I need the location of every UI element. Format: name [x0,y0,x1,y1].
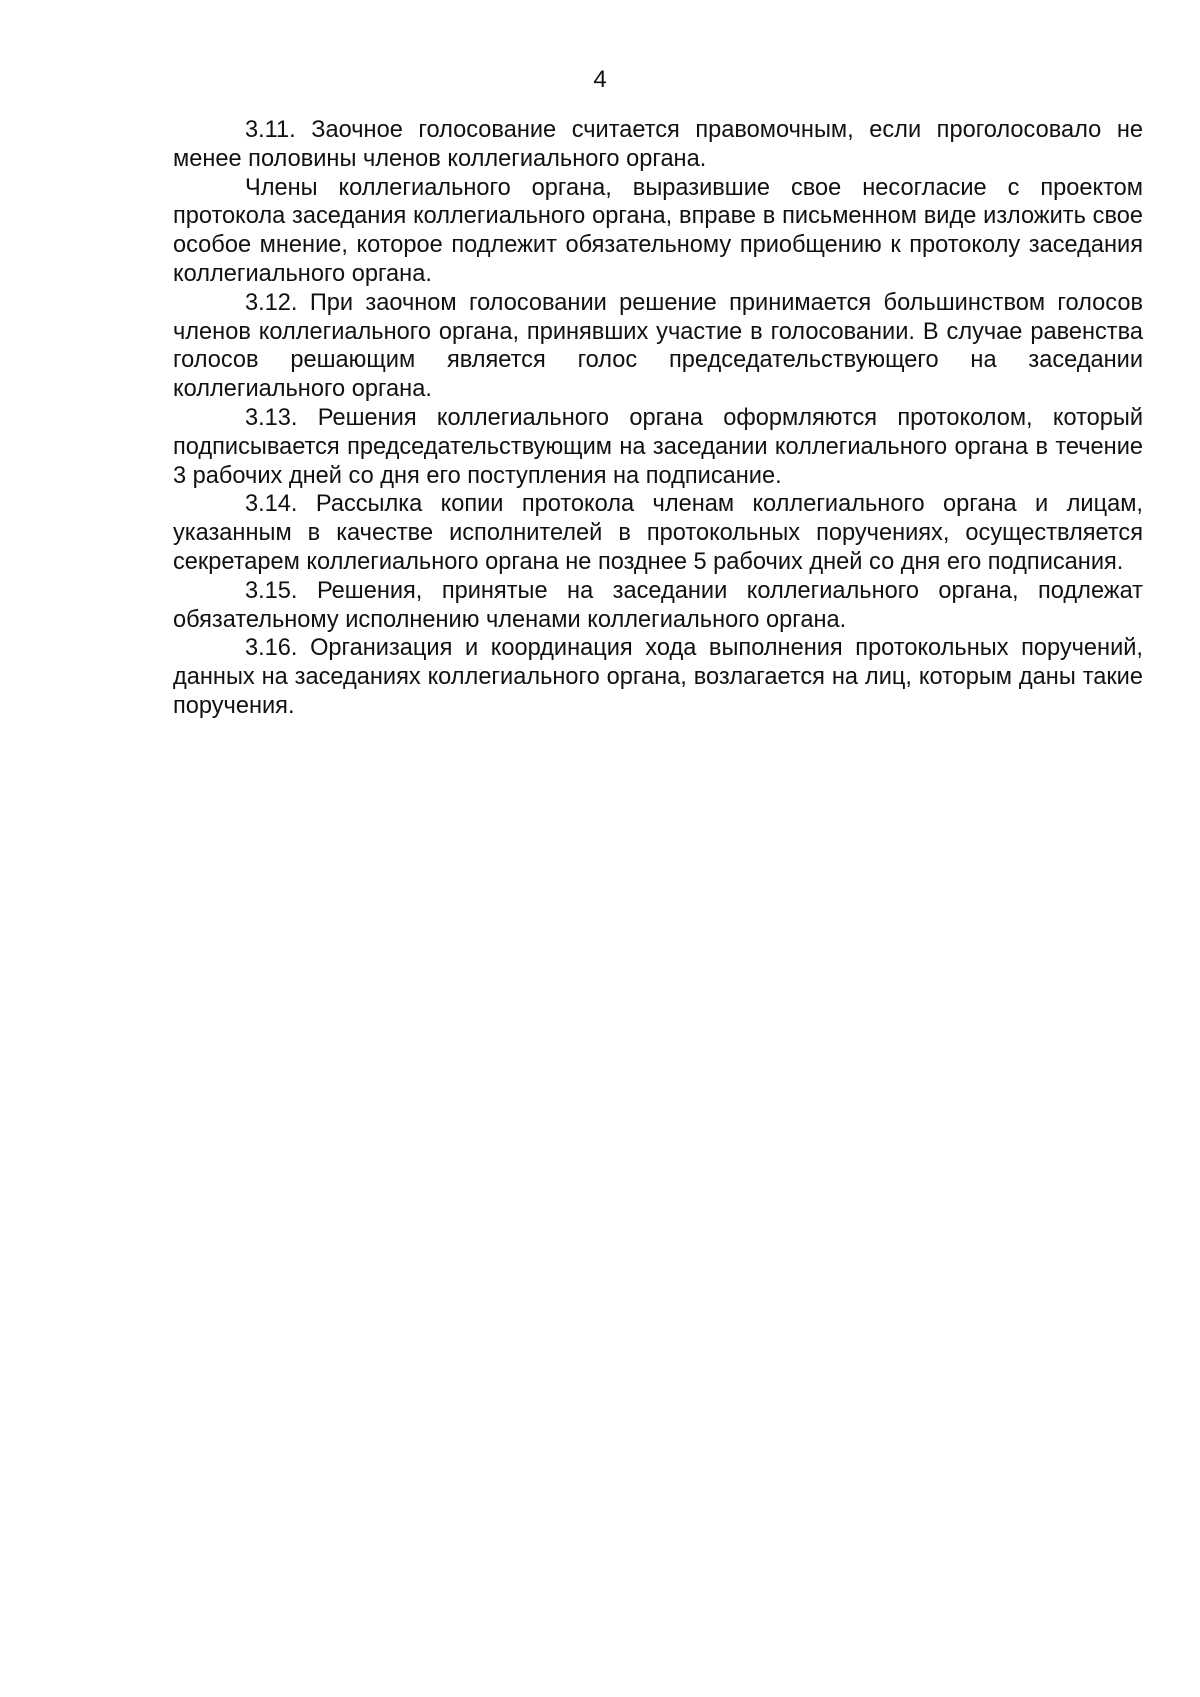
paragraph-3-11-dissent: Члены коллегиального органа, выразившие свое несогласие с проектом протокола заседания коллегиального органа, вправе в письменном виде изложить свое особое мнение, которое подлежит обязательному приобщению к протоколу заседания коллегиального органа. [173,174,1143,287]
paragraph-3-14: 3.14. Рассылка копии протокола членам коллегиального органа и лицам, указанным в качестве исполнителей в протокольных поручениях, осуществляется секретарем коллегиального органа не позднее 5 рабочих дней со дня его подписания. [173,491,1143,575]
paragraph-3-11: 3.11. Заочное голосование считается правомочным, если проголосовало не менее половины членов коллегиального органа. [173,117,1143,172]
paragraph-3-16: 3.16. Организация и координация хода выполнения протокольных поручений, данных на заседаниях коллегиального органа, возлагается на лиц, которым даны такие поручения. [173,635,1143,719]
page-number: 4 [593,66,607,93]
paragraph-3-15: 3.15. Решения, принятые на заседании коллегиального органа, подлежат обязательному исполнению членами коллегиального органа. [173,577,1143,633]
paragraph-3-13: 3.13. Решения коллегиального органа оформляются протоколом, который подписывается председательствующим на заседании коллегиального органа в течение 3 рабочих дней со дня его поступления на подписание. [173,404,1143,489]
document-body [173,116,1143,721]
paragraph-3-12: 3.12. При заочном голосовании решение принимается большинством голосов членов коллегиального органа, принявших участие в голосовании. В случае равенства голосов решающим является голос председательствующего на заседании коллегиального органа. [173,289,1143,403]
